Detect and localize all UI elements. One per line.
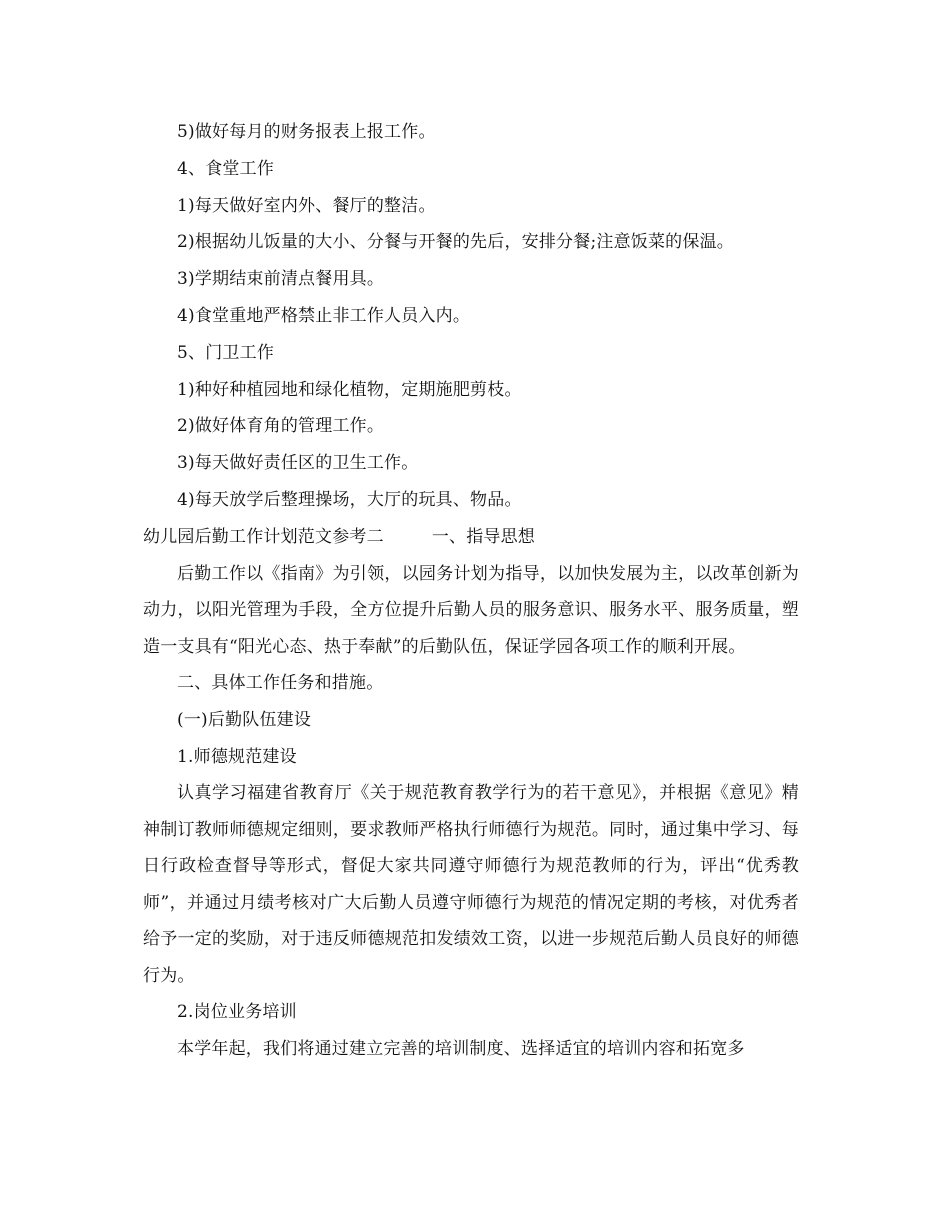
- list-item: 3)每天做好责任区的卫生工作。: [177, 453, 419, 474]
- list-item: 1)每天做好室内外、餐厅的整洁。: [177, 195, 436, 216]
- section-subtitle: 一、指导思想: [431, 526, 536, 547]
- list-item: 4)每天放学后整理操场，大厅的玩具、物品。: [177, 489, 522, 510]
- section-heading: 2.岗位业务培训: [177, 1002, 297, 1023]
- list-item: 4)食堂重地严格禁止非工作人员入内。: [177, 305, 471, 326]
- paragraph-guiding: [143, 556, 799, 666]
- section-title: 幼儿园后勤工作计划范文参考二: [143, 526, 384, 547]
- paragraph-ethics: [143, 775, 799, 994]
- list-item: 1)种好种植园地和绿化植物，定期施肥剪枝。: [177, 379, 522, 400]
- section-heading: 1.师德规范建设: [177, 746, 297, 767]
- section-heading: 5、门卫工作: [177, 342, 275, 363]
- section-heading: (一)后勤队伍建设: [177, 709, 312, 730]
- document-body: [143, 114, 799, 1068]
- section-heading: 二、具体工作任务和措施。: [177, 673, 384, 694]
- paragraph-text: 本学年起，我们将通过建立完善的培训制度、选择适宜的培训内容和拓宽多: [177, 1039, 745, 1060]
- list-item: 2)根据幼儿饭量的大小、分餐与开餐的先后，安排分餐;注意饭菜的保温。: [177, 232, 734, 253]
- list-item: 3)学期结束前清点餐用具。: [177, 269, 385, 290]
- paragraph-training: [143, 1031, 799, 1068]
- section-heading: 4、食堂工作: [177, 158, 275, 179]
- paragraph-text: 认真学习福建省教育厅《关于规范教育教学行为的若干意见》，并根据《意见》精神制订教师师德规定细则，要求教师严格执行师德行为规范。同时，通过集中学习、每日行政检查督导等形式，督促大家共同遵守师德行为规范教师的行为，评出“优秀教师”，并通过月绩考核对广大后勤人员遵守师德行为规范的情况定期的考核，对优秀者给予一定的奖励，对于违反师德规范扣发绩效工资，以进一步规范后勤人员良好的师德行为。: [143, 783, 799, 986]
- list-item: 2)做好体育角的管理工作。: [177, 416, 385, 437]
- paragraph-text: 后勤工作以《指南》为引领，以园务计划为指导，以加快发展为主，以改革创新为动力，以阳光管理为手段，全方位提升后勤人员的服务意识、服务水平、服务质量，塑造一支具有“阳光心态、热于奉献”的后勤队伍，保证学园各项工作的顺利开展。: [143, 563, 799, 657]
- list-item: 5)做好每月的财务报表上报工作。: [177, 122, 436, 142]
- section-title-line: [143, 519, 799, 556]
